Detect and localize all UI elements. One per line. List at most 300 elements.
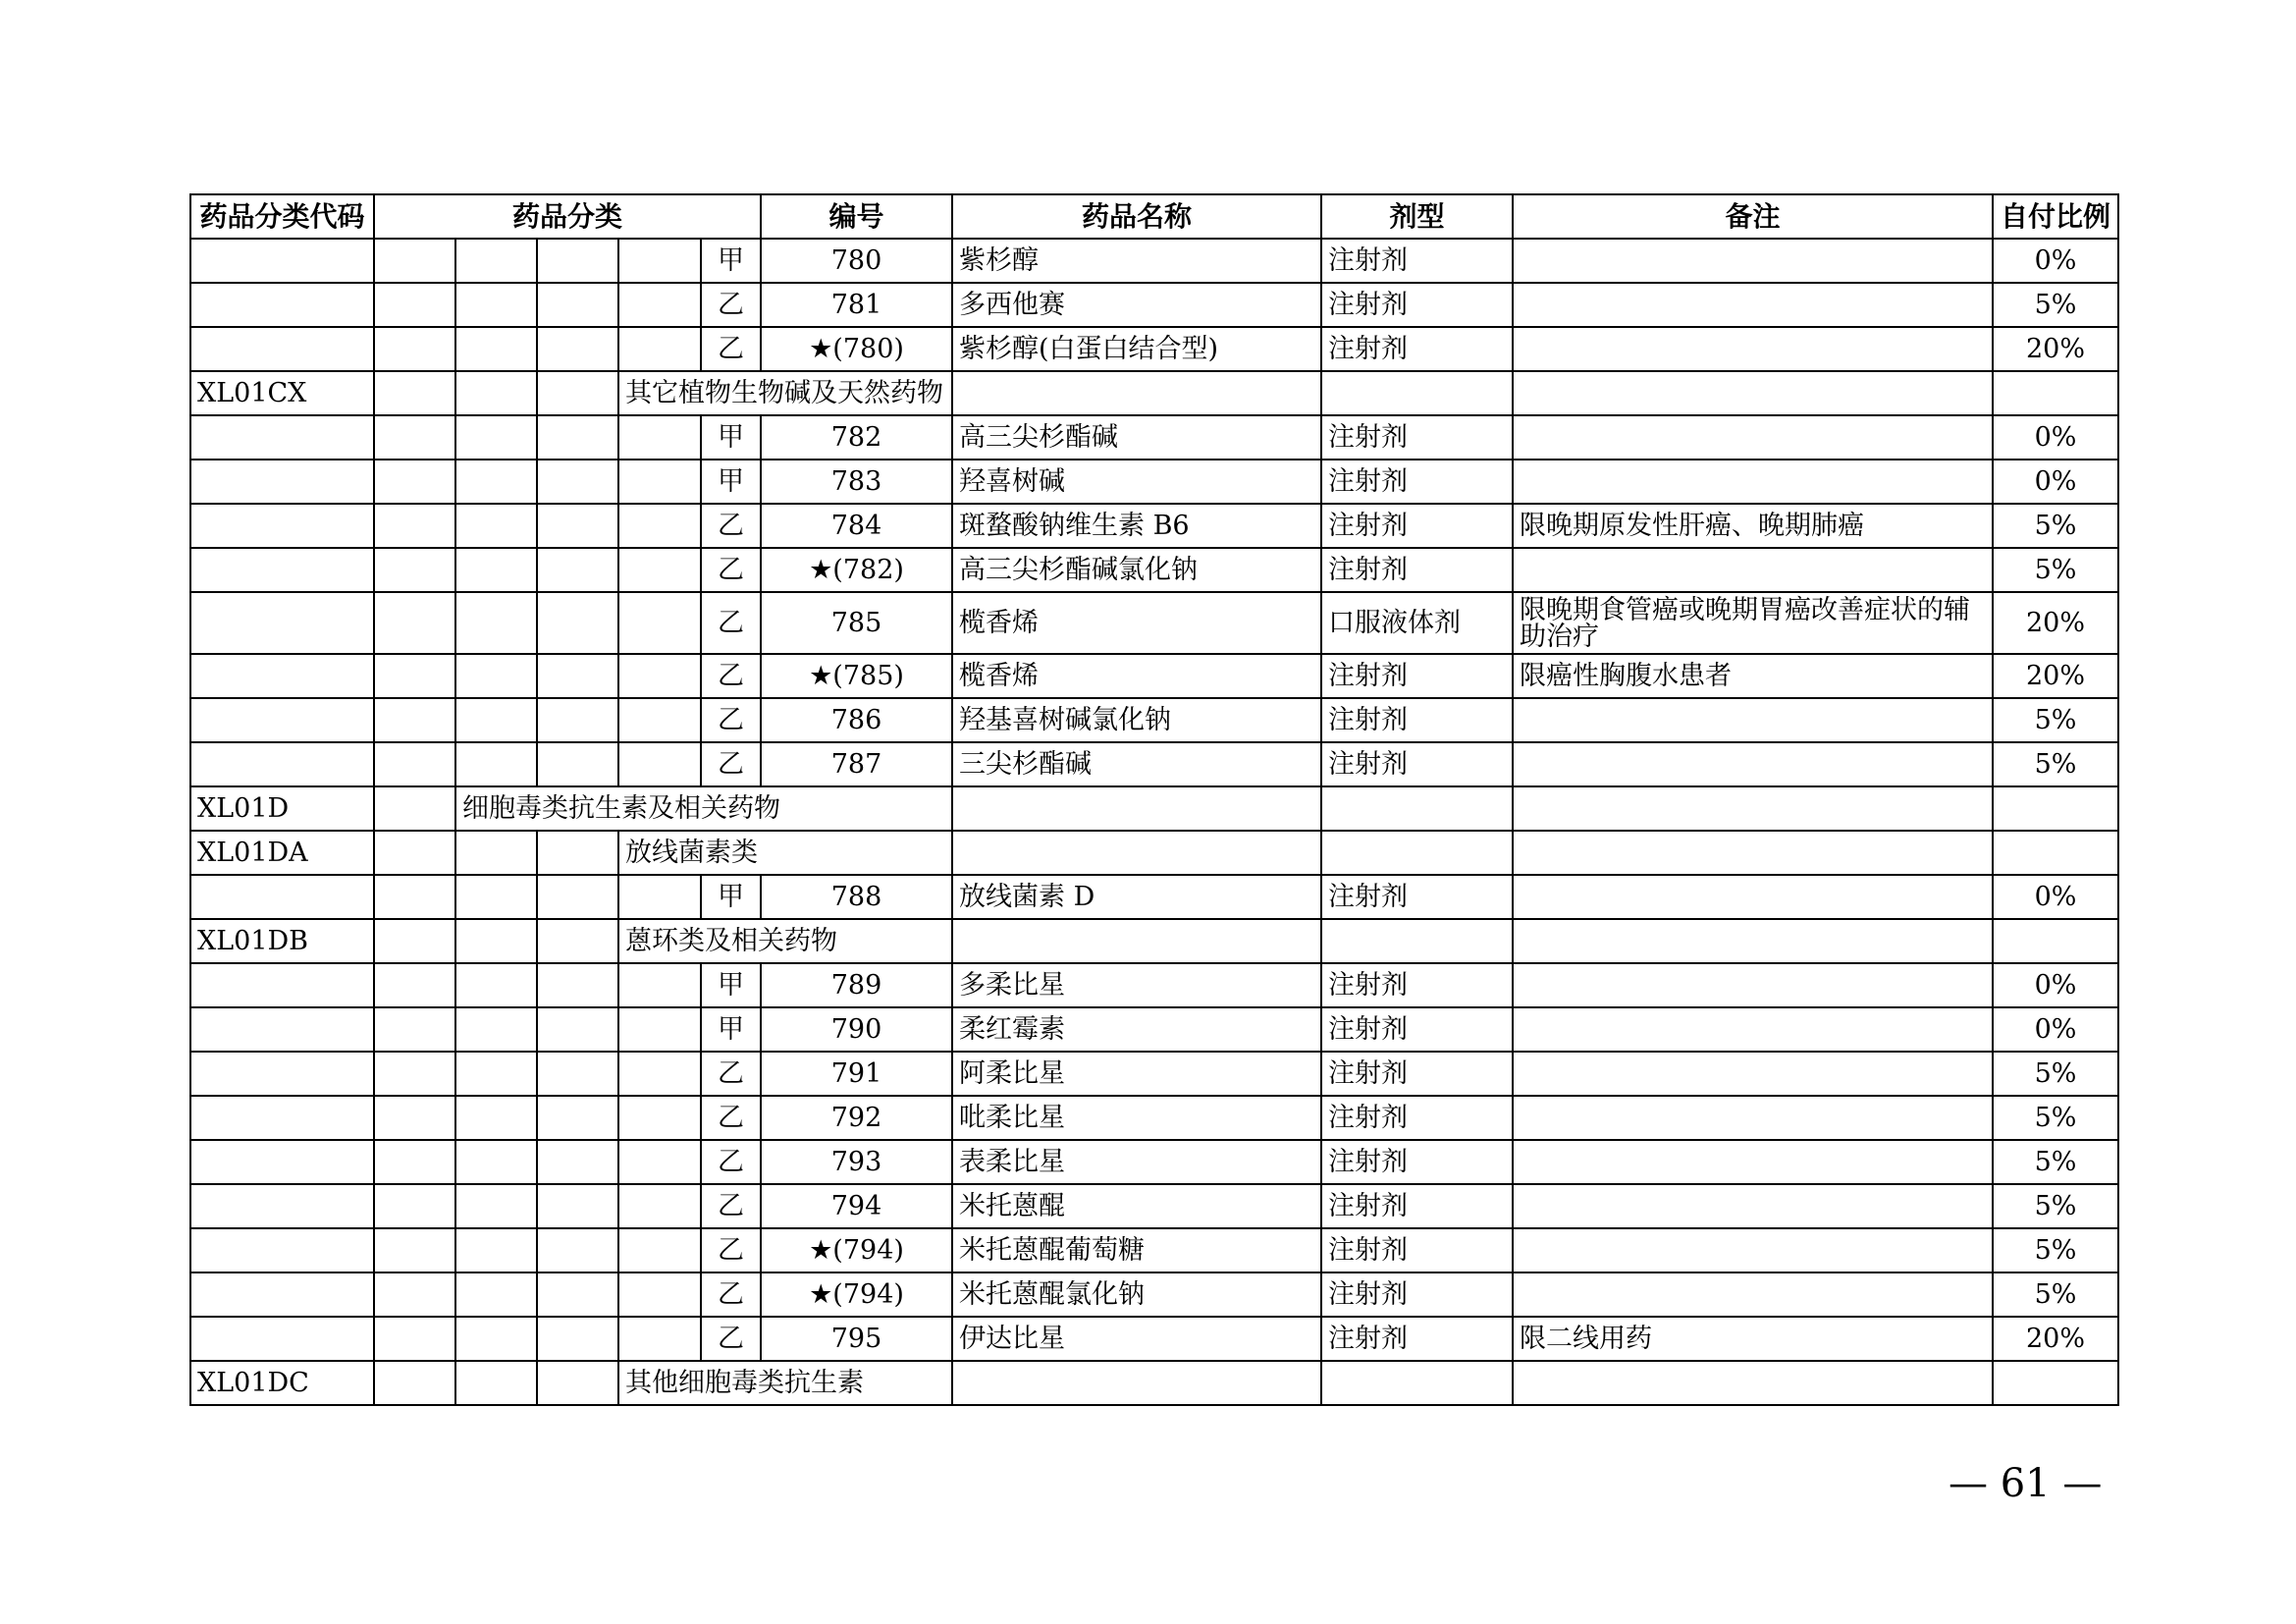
grade-cell: 乙 [701,504,761,548]
category-level-cell [537,919,618,963]
table-body [190,239,2118,1405]
remark-cell [1513,1361,1993,1405]
drug-name-cell [952,371,1321,415]
ratio-cell: 0% [1993,415,2118,460]
code-cell: XL01DB [190,919,374,963]
category-level-cell [537,1272,618,1317]
category-level-cell [455,1228,537,1272]
category-level-cell [618,963,701,1007]
grade-cell: 乙 [701,1096,761,1140]
code-cell [190,654,374,698]
ratio-cell: 20% [1993,1317,2118,1361]
ratio-cell: 0% [1993,963,2118,1007]
code-cell [190,504,374,548]
code-cell [190,548,374,592]
category-level-cell [455,460,537,504]
category-label-cell: 其它植物生物碱及天然药物 [618,371,952,415]
ratio-cell: 20% [1993,592,2118,654]
category-row [190,371,2118,415]
category-level-cell [374,1272,455,1317]
category-level-cell [618,415,701,460]
category-level-cell [537,504,618,548]
drug-name-cell: 高三尖杉酯碱氯化钠 [952,548,1321,592]
number-cell: 794 [761,1184,952,1228]
number-cell: 784 [761,504,952,548]
number-cell: ★(794) [761,1228,952,1272]
grade-cell: 甲 [701,415,761,460]
drug-name-cell: 表柔比星 [952,1140,1321,1184]
drug-name-cell: 榄香烯 [952,592,1321,654]
category-level-cell [455,415,537,460]
remark-cell [1513,415,1993,460]
category-row [190,831,2118,875]
code-cell: XL01D [190,786,374,831]
category-level-cell [455,371,537,415]
remark-cell [1513,239,1993,283]
category-level-cell [618,504,701,548]
grade-cell: 甲 [701,875,761,919]
ratio-cell: 20% [1993,327,2118,371]
category-level-cell [618,875,701,919]
category-label-cell: 其他细胞毒类抗生素 [618,1361,952,1405]
grade-cell: 乙 [701,1052,761,1096]
category-level-cell [455,283,537,327]
drug-row [190,460,2118,504]
category-level-cell [537,283,618,327]
remark-cell [1513,742,1993,786]
category-level-cell [455,698,537,742]
category-level-cell [374,592,455,654]
category-level-cell [455,548,537,592]
drug-name-cell: 高三尖杉酯碱 [952,415,1321,460]
code-cell [190,1007,374,1052]
category-level-cell [537,371,618,415]
number-cell: ★(780) [761,327,952,371]
dosage-form-cell: 注射剂 [1321,963,1513,1007]
ratio-cell: 0% [1993,1007,2118,1052]
dosage-form-cell: 注射剂 [1321,1140,1513,1184]
ratio-cell: 0% [1993,239,2118,283]
category-level-cell [455,1007,537,1052]
drug-name-cell: 紫杉醇 [952,239,1321,283]
ratio-cell: 5% [1993,1184,2118,1228]
drug-row [190,1184,2118,1228]
code-cell [190,460,374,504]
number-cell: 792 [761,1096,952,1140]
drug-name-cell: 米托蒽醌 [952,1184,1321,1228]
category-level-cell [618,592,701,654]
category-level-cell [618,1052,701,1096]
number-cell: 782 [761,415,952,460]
grade-cell: 甲 [701,239,761,283]
grade-cell: 乙 [701,698,761,742]
drug-row [190,548,2118,592]
number-cell: 790 [761,1007,952,1052]
page-number: — 61 — [1949,1461,2103,1506]
category-level-cell [455,239,537,283]
grade-cell: 乙 [701,548,761,592]
drug-row [190,963,2118,1007]
category-level-cell [618,548,701,592]
remark-cell [1513,919,1993,963]
grade-cell: 乙 [701,654,761,698]
category-level-cell [455,1140,537,1184]
category-level-cell [537,698,618,742]
dosage-form-cell [1321,786,1513,831]
category-level-cell [537,742,618,786]
category-level-cell [537,415,618,460]
dosage-form-cell: 注射剂 [1321,1272,1513,1317]
code-cell [190,1317,374,1361]
remark-cell [1513,875,1993,919]
category-level-cell [537,1317,618,1361]
remark-cell [1513,283,1993,327]
code-cell [190,963,374,1007]
category-level-cell [455,963,537,1007]
header-code: 药品分类代码 [190,194,374,239]
remark-cell [1513,1228,1993,1272]
grade-cell: 乙 [701,592,761,654]
code-cell: XL01CX [190,371,374,415]
remark-cell [1513,831,1993,875]
code-cell [190,1228,374,1272]
category-level-cell [455,1052,537,1096]
ratio-cell: 5% [1993,504,2118,548]
category-level-cell [537,239,618,283]
remark-cell [1513,548,1993,592]
number-cell: 793 [761,1140,952,1184]
category-level-cell [374,875,455,919]
code-cell [190,1096,374,1140]
category-label-cell: 放线菌素类 [618,831,952,875]
drug-name-cell: 羟基喜树碱氯化钠 [952,698,1321,742]
code-cell: XL01DC [190,1361,374,1405]
dosage-form-cell: 注射剂 [1321,654,1513,698]
category-level-cell [374,1228,455,1272]
category-level-cell [537,1228,618,1272]
grade-cell: 乙 [701,1140,761,1184]
dosage-form-cell [1321,371,1513,415]
category-level-cell [374,327,455,371]
code-cell [190,1272,374,1317]
drug-name-cell: 放线菌素 D [952,875,1321,919]
category-level-cell [374,786,455,831]
dosage-form-cell [1321,919,1513,963]
remark-cell [1513,1140,1993,1184]
drug-row [190,1317,2118,1361]
drug-name-cell: 多柔比星 [952,963,1321,1007]
dosage-form-cell: 注射剂 [1321,415,1513,460]
remark-cell: 限二线用药 [1513,1317,1993,1361]
category-level-cell [374,1007,455,1052]
dosage-form-cell: 注射剂 [1321,239,1513,283]
category-level-cell [537,963,618,1007]
drug-name-cell [952,1361,1321,1405]
category-level-cell [537,548,618,592]
category-level-cell [618,239,701,283]
number-cell: 791 [761,1052,952,1096]
category-level-cell [537,460,618,504]
header-ratio: 自付比例 [1993,194,2118,239]
category-level-cell [618,1007,701,1052]
category-level-cell [455,1361,537,1405]
category-level-cell [455,919,537,963]
drug-catalog-table [189,193,2119,1406]
header-remark: 备注 [1513,194,1993,239]
drug-row [190,1007,2118,1052]
number-cell: ★(794) [761,1272,952,1317]
dosage-form-cell [1321,831,1513,875]
category-level-cell [374,1140,455,1184]
code-cell [190,327,374,371]
remark-cell [1513,963,1993,1007]
drug-row [190,1052,2118,1096]
dosage-form-cell: 注射剂 [1321,875,1513,919]
category-level-cell [455,327,537,371]
remark-cell [1513,1007,1993,1052]
ratio-cell: 5% [1993,1228,2118,1272]
dosage-form-cell: 注射剂 [1321,1007,1513,1052]
category-level-cell [618,460,701,504]
category-level-cell [537,1007,618,1052]
category-level-cell [455,592,537,654]
number-cell: 780 [761,239,952,283]
drug-row [190,415,2118,460]
code-cell [190,875,374,919]
number-cell: ★(785) [761,654,952,698]
code-cell: XL01DA [190,831,374,875]
category-level-cell [374,1096,455,1140]
category-level-cell [455,742,537,786]
ratio-cell: 5% [1993,742,2118,786]
category-level-cell [374,1317,455,1361]
category-level-cell [374,415,455,460]
drug-name-cell: 柔红霉素 [952,1007,1321,1052]
category-level-cell [455,654,537,698]
header-name: 药品名称 [952,194,1321,239]
dosage-form-cell: 口服液体剂 [1321,592,1513,654]
number-cell: 795 [761,1317,952,1361]
ratio-cell: 5% [1993,548,2118,592]
ratio-cell: 20% [1993,654,2118,698]
ratio-cell: 5% [1993,1272,2118,1317]
category-level-cell [537,831,618,875]
drug-row [190,504,2118,548]
code-cell [190,1140,374,1184]
code-cell [190,283,374,327]
drug-row [190,742,2118,786]
number-cell: 789 [761,963,952,1007]
drug-name-cell: 阿柔比星 [952,1052,1321,1096]
category-level-cell [374,742,455,786]
drug-row [190,1140,2118,1184]
remark-cell [1513,1184,1993,1228]
category-row [190,1361,2118,1405]
drug-row [190,239,2118,283]
category-level-cell [618,1184,701,1228]
dosage-form-cell [1321,1361,1513,1405]
grade-cell: 甲 [701,460,761,504]
category-level-cell [618,1096,701,1140]
category-level-cell [374,504,455,548]
category-row [190,919,2118,963]
dosage-form-cell: 注射剂 [1321,698,1513,742]
grade-cell: 乙 [701,1184,761,1228]
ratio-cell: 0% [1993,875,2118,919]
remark-cell [1513,786,1993,831]
category-level-cell [455,831,537,875]
code-cell [190,1052,374,1096]
category-level-cell [537,1096,618,1140]
dosage-form-cell: 注射剂 [1321,1096,1513,1140]
category-row [190,786,2118,831]
number-cell: 783 [761,460,952,504]
category-level-cell [618,1140,701,1184]
category-level-cell [455,1184,537,1228]
grade-cell: 乙 [701,1272,761,1317]
number-cell: 781 [761,283,952,327]
drug-row [190,698,2118,742]
remark-cell: 限晚期原发性肝癌、晚期肺癌 [1513,504,1993,548]
remark-cell [1513,371,1993,415]
category-level-cell [374,1361,455,1405]
category-level-cell [455,1272,537,1317]
category-level-cell [374,654,455,698]
drug-name-cell: 米托蒽醌葡萄糖 [952,1228,1321,1272]
dosage-form-cell: 注射剂 [1321,283,1513,327]
dosage-form-cell: 注射剂 [1321,504,1513,548]
remark-cell [1513,460,1993,504]
drug-name-cell: 多西他赛 [952,283,1321,327]
drug-name-cell [952,919,1321,963]
dosage-form-cell: 注射剂 [1321,1052,1513,1096]
drug-name-cell [952,786,1321,831]
drug-row [190,875,2118,919]
grade-cell: 甲 [701,963,761,1007]
grade-cell: 乙 [701,283,761,327]
category-level-cell [537,592,618,654]
drug-name-cell: 三尖杉酯碱 [952,742,1321,786]
category-level-cell [374,919,455,963]
drug-name-cell: 紫杉醇(白蛋白结合型) [952,327,1321,371]
ratio-cell: 0% [1993,460,2118,504]
header-category: 药品分类 [374,194,761,239]
dosage-form-cell: 注射剂 [1321,1228,1513,1272]
drug-name-cell: 吡柔比星 [952,1096,1321,1140]
category-level-cell [374,1052,455,1096]
category-level-cell [374,371,455,415]
category-level-cell [618,283,701,327]
category-level-cell [618,1317,701,1361]
drug-name-cell: 斑蝥酸钠维生素 B6 [952,504,1321,548]
remark-cell [1513,1272,1993,1317]
grade-cell: 乙 [701,1317,761,1361]
category-level-cell [455,504,537,548]
ratio-cell [1993,1361,2118,1405]
remark-cell [1513,327,1993,371]
category-level-cell [455,875,537,919]
dosage-form-cell: 注射剂 [1321,460,1513,504]
category-level-cell [374,1184,455,1228]
ratio-cell [1993,786,2118,831]
code-cell [190,1184,374,1228]
category-level-cell [374,698,455,742]
grade-cell: 乙 [701,742,761,786]
drug-row [190,1228,2118,1272]
code-cell [190,592,374,654]
category-level-cell [537,1184,618,1228]
drug-name-cell: 羟喜树碱 [952,460,1321,504]
number-cell: 785 [761,592,952,654]
category-level-cell [455,1317,537,1361]
category-level-cell [374,831,455,875]
ratio-cell: 5% [1993,1096,2118,1140]
code-cell [190,698,374,742]
ratio-cell: 5% [1993,1140,2118,1184]
drug-row [190,592,2118,654]
category-level-cell [537,654,618,698]
number-cell: 788 [761,875,952,919]
ratio-cell: 5% [1993,698,2118,742]
code-cell [190,742,374,786]
drug-row [190,283,2118,327]
category-level-cell [374,239,455,283]
category-level-cell [537,1140,618,1184]
category-level-cell [618,654,701,698]
grade-cell: 乙 [701,327,761,371]
drug-name-cell: 伊达比星 [952,1317,1321,1361]
table-header-row [190,194,2118,239]
drug-name-cell [952,831,1321,875]
number-cell: 787 [761,742,952,786]
category-label-cell: 蒽环类及相关药物 [618,919,952,963]
ratio-cell: 5% [1993,283,2118,327]
drug-row [190,1096,2118,1140]
dosage-form-cell: 注射剂 [1321,327,1513,371]
category-level-cell [537,327,618,371]
category-level-cell [374,283,455,327]
category-level-cell [618,698,701,742]
drug-name-cell: 米托蒽醌氯化钠 [952,1272,1321,1317]
dosage-form-cell: 注射剂 [1321,1184,1513,1228]
category-label-cell: 细胞毒类抗生素及相关药物 [455,786,952,831]
number-cell: 786 [761,698,952,742]
category-level-cell [537,1361,618,1405]
drug-row [190,654,2118,698]
drug-name-cell: 榄香烯 [952,654,1321,698]
grade-cell: 甲 [701,1007,761,1052]
category-level-cell [374,963,455,1007]
remark-cell: 限晚期食管癌或晚期胃癌改善症状的辅助治疗 [1513,592,1993,654]
ratio-cell [1993,371,2118,415]
code-cell [190,415,374,460]
grade-cell: 乙 [701,1228,761,1272]
dosage-form-cell: 注射剂 [1321,548,1513,592]
ratio-cell [1993,831,2118,875]
dosage-form-cell: 注射剂 [1321,1317,1513,1361]
remark-cell [1513,1096,1993,1140]
category-level-cell [374,460,455,504]
drug-row [190,1272,2118,1317]
category-level-cell [618,1272,701,1317]
remark-cell [1513,698,1993,742]
category-level-cell [537,875,618,919]
category-level-cell [537,1052,618,1096]
ratio-cell: 5% [1993,1052,2118,1096]
category-level-cell [618,1228,701,1272]
category-level-cell [618,327,701,371]
ratio-cell [1993,919,2118,963]
